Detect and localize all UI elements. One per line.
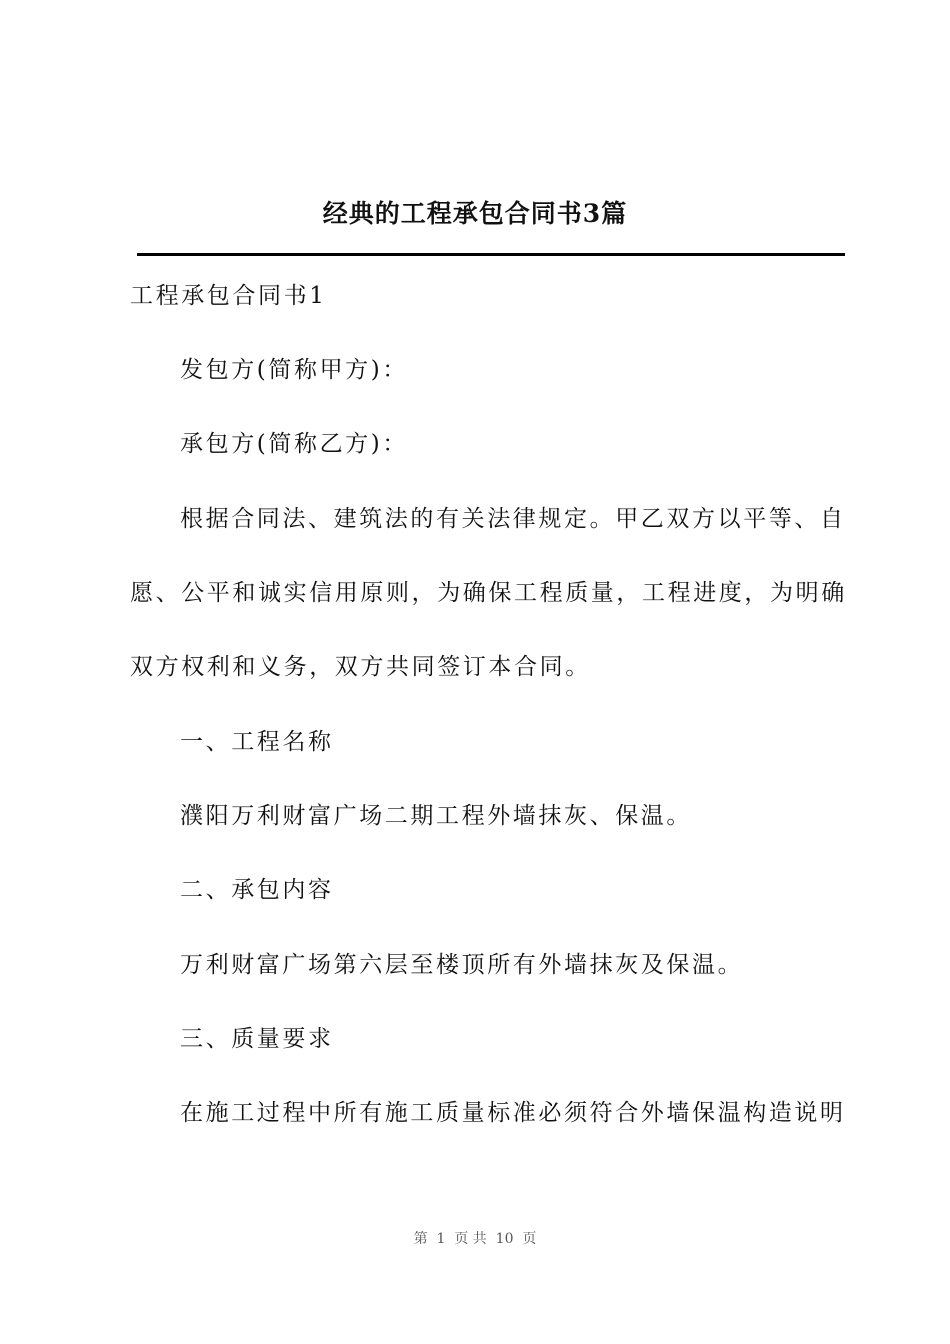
title-divider <box>137 253 845 256</box>
paragraph-line: 根据合同法、建筑法的有关法律规定。甲乙双方以平等、自 <box>180 506 846 532</box>
paragraph-line: 濮阳万利财富广场二期工程外墙抹灰、保温。 <box>180 803 692 829</box>
clause-heading: 二、承包内容 <box>180 877 334 903</box>
paragraph-line: 在施工过程中所有施工质量标准必须符合外墙保温构造说明 <box>180 1100 846 1126</box>
document-title: 经典的工程承包合同书3篇 <box>322 199 628 228</box>
paragraph-line: 发包方(简称甲方)： <box>180 357 408 383</box>
page-number-footer: 第 1 页 共 10 页 <box>413 1231 537 1247</box>
clause-heading: 一、工程名称 <box>180 729 334 755</box>
paragraph-line: 承包方(简称乙方)： <box>180 431 408 457</box>
paragraph-line: 愿、公平和诚实信用原则，为确保工程质量，工程进度，为明确 <box>130 580 847 606</box>
paragraph-line: 万利财富广场第六层至楼顶所有外墙抹灰及保温。 <box>180 952 744 978</box>
section-heading: 工程承包合同书1 <box>130 283 327 309</box>
clause-heading: 三、质量要求 <box>180 1026 334 1052</box>
paragraph-line: 双方权利和义务，双方共同签订本合同。 <box>130 654 591 680</box>
